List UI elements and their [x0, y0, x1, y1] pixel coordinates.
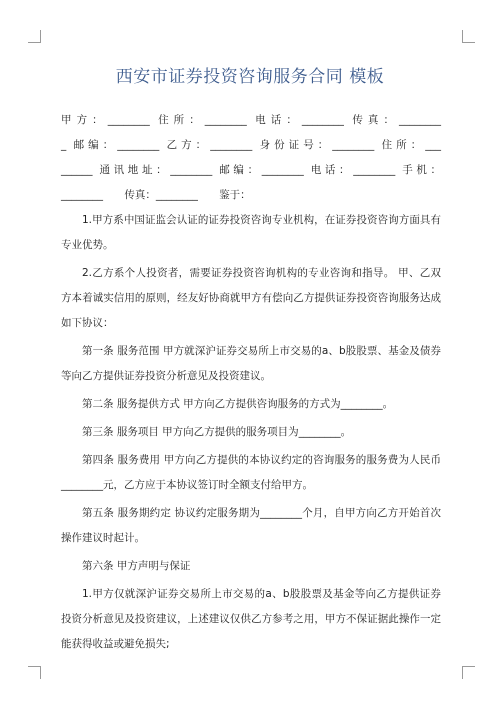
crop-mark-bottom-left: [28, 666, 41, 679]
article-6-heading: 第六条 甲方声明与保证: [82, 560, 191, 572]
field-phone-b: 电话：________: [310, 164, 396, 176]
party-fields-line-1: [61, 108, 441, 133]
article-2: 第二条 服务提供方式 甲方向乙方提供咨询服务的方式为________。: [82, 398, 394, 410]
party-fields-line-3: [61, 158, 441, 183]
field-postcode-b: 邮编：________: [219, 164, 304, 176]
article-1: 第一条 服务范围 甲方就深沪证券交易所上市交易的a、b股股票、基金及债券等向乙方提供证券投资分析意见及投资建议。: [61, 345, 441, 382]
document-body: [61, 108, 441, 660]
field-party-b: 乙方：________: [166, 139, 253, 151]
field-blank: ________: [61, 189, 103, 201]
crop-mark-top-left: [28, 30, 41, 43]
article-3: 第三条 服务项目 甲方向乙方提供的服务项目为________。: [82, 426, 352, 438]
whereas-label: 鉴于：: [219, 189, 251, 201]
paragraph: 2.乙方系个人投资者，需要证券投资咨询机构的专业咨询和指导。 甲、乙双方本着诚实信用的原则，经友好协商就甲方有偿向乙方提供证券投资咨询服务达成如下协议：: [61, 267, 441, 329]
field-party-a: 甲方：________: [61, 114, 150, 126]
party-fields-line-2: [61, 133, 441, 158]
crop-mark-bottom-right: [462, 666, 475, 679]
field-fax-b: 传真：________: [124, 189, 198, 201]
party-fields-line-4: [61, 183, 441, 208]
field-address-b: 住所：___: [381, 139, 442, 151]
paragraph: 1.甲方系中国证监会认证的证券投资咨询专业机构，在证券投资咨询方面具有专业优势。: [61, 214, 441, 251]
paragraph: 1.甲方仅就深沪证券交易所上市交易的a、b股股票及基金等向乙方提供证券投资分析意见及投资建议，上述建议仅供乙方参考之用，甲方不保证据此操作一定能获得收益或避免损失;: [61, 588, 441, 650]
document-title: 西安市证券投资咨询服务合同 模板: [115, 67, 385, 87]
field-id-number: 身份证号：________: [259, 139, 375, 151]
field-address: 住所：________: [158, 114, 247, 126]
field-phone: 电话：________: [255, 114, 344, 126]
field-postcode: 邮编：________: [73, 139, 160, 151]
article-4: 第四条 服务费用 甲方向乙方提供的本协议约定的咨询服务的服务费为人民币________元，乙方应于本协议签订时全额支付给甲方。: [61, 454, 441, 491]
field-blank: _: [61, 139, 67, 151]
crop-mark-top-right: [462, 30, 475, 43]
field-fax: 传真：________: [352, 114, 442, 126]
field-mailing-address: 通讯地址：________: [99, 164, 213, 176]
field-mobile: 手机：: [402, 164, 442, 176]
field-blank: ______: [61, 164, 93, 176]
article-5: 第五条 服务期约定 协议约定服务期为________个月，自甲方向乙方开始首次操作建议时起计。: [61, 507, 441, 544]
